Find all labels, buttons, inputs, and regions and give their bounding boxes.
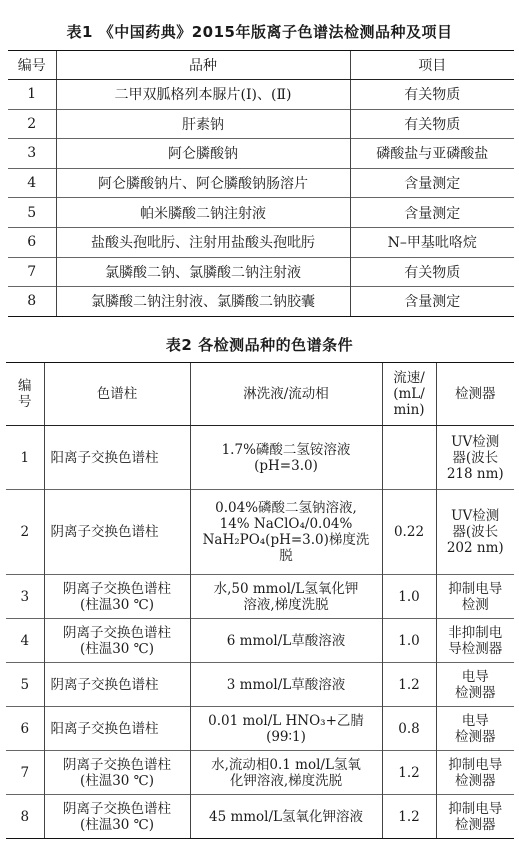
table-cell bbox=[350, 80, 514, 110]
cell-text: 有关物质 bbox=[404, 87, 461, 104]
cell-text: 1.7%磷酸二氢铵溶液 (pH=3.0) bbox=[221, 441, 351, 474]
cell-text: 磷酸盐与亚磷酸盐 bbox=[376, 146, 489, 163]
table2-header-row bbox=[6, 363, 514, 426]
cell-text: 二甲双胍格列本脲片(Ⅰ)、(Ⅱ) bbox=[114, 87, 292, 104]
table-cell bbox=[436, 490, 514, 575]
cell-text: 阴离子交换色谱柱 bbox=[50, 524, 159, 540]
table2-header-label: 流速/ (mL/ min) bbox=[393, 370, 425, 418]
table1-header-cell bbox=[56, 51, 350, 80]
table-cell bbox=[382, 663, 436, 707]
cell-text: 含量测定 bbox=[404, 294, 461, 311]
cell-text: 有关物质 bbox=[404, 264, 461, 281]
table-cell bbox=[6, 795, 44, 839]
table-cell bbox=[190, 619, 382, 663]
cell-text: 1.0 bbox=[398, 588, 420, 605]
table-cell bbox=[436, 795, 514, 839]
cell-text: 2 bbox=[20, 524, 30, 540]
cell-text: 1.0 bbox=[398, 632, 420, 649]
table-cell bbox=[436, 575, 514, 619]
table-row bbox=[6, 795, 514, 839]
table-cell bbox=[436, 619, 514, 663]
table-cell bbox=[350, 198, 514, 228]
cell-text: 肝素钠 bbox=[182, 116, 224, 133]
cell-text: 电导 检测器 bbox=[455, 668, 496, 701]
table-cell bbox=[436, 751, 514, 795]
cell-text: 水,流动相0.1 mol/L氢氧 化钾溶液,梯度洗脱 bbox=[211, 756, 361, 789]
table-cell bbox=[8, 109, 56, 139]
table-cell bbox=[8, 168, 56, 198]
table-cell bbox=[382, 707, 436, 751]
table-cell bbox=[44, 490, 190, 575]
cell-text: 1.2 bbox=[398, 808, 420, 825]
table-row bbox=[6, 707, 514, 751]
table2-header-cell bbox=[44, 363, 190, 426]
table-cell bbox=[382, 575, 436, 619]
table-row bbox=[6, 619, 514, 663]
cell-text: 抑制电导 检测器 bbox=[448, 756, 503, 789]
table-cell bbox=[44, 619, 190, 663]
cell-text: 阴离子交换色谱柱 (柱温30 ℃) bbox=[63, 756, 171, 789]
cell-text: 6 bbox=[20, 720, 30, 737]
table-cell bbox=[382, 490, 436, 575]
table-cell bbox=[56, 198, 350, 228]
cell-text: 8 bbox=[20, 808, 30, 825]
table2-header-label: 淋洗液/流动相 bbox=[243, 386, 329, 402]
table1-header-label: 编号 bbox=[17, 58, 46, 74]
cell-text: 有关物质 bbox=[404, 116, 461, 133]
table2-header-cell bbox=[190, 363, 382, 426]
table-cell bbox=[382, 426, 436, 490]
table-cell bbox=[56, 109, 350, 139]
cell-text: 帕米膦酸二钠注射液 bbox=[140, 205, 266, 222]
table-cell bbox=[6, 619, 44, 663]
cell-text: 阳离子交换色谱柱 bbox=[50, 720, 159, 737]
table2-header-cell bbox=[436, 363, 514, 426]
cell-text: 阴离子交换色谱柱 (柱温30 ℃) bbox=[63, 580, 171, 613]
table-cell bbox=[190, 575, 382, 619]
table1-header-row bbox=[8, 51, 514, 80]
table-cell bbox=[382, 619, 436, 663]
table-cell bbox=[350, 257, 514, 287]
cell-text: 阴离子交换色谱柱 (柱温30 ℃) bbox=[63, 624, 171, 657]
table-cell bbox=[8, 80, 56, 110]
table-row bbox=[8, 287, 514, 317]
table-cell bbox=[190, 490, 382, 575]
cell-text: 6 bbox=[27, 234, 37, 251]
cell-text: 1 bbox=[20, 449, 30, 466]
table1-body bbox=[8, 80, 514, 317]
cell-text: 阿仑膦酸钠片、阿仑膦酸钠肠溶片 bbox=[98, 176, 308, 193]
cell-text: 3 mmol/L草酸溶液 bbox=[226, 676, 346, 693]
table-row bbox=[6, 663, 514, 707]
table-row bbox=[6, 575, 514, 619]
table-cell bbox=[56, 227, 350, 257]
table-cell bbox=[8, 139, 56, 169]
table-cell bbox=[44, 663, 190, 707]
table1-header-label: 项目 bbox=[418, 58, 447, 74]
table-cell bbox=[436, 426, 514, 490]
cell-text: 氯膦酸二钠、氯膦酸二钠注射液 bbox=[105, 264, 301, 281]
table2-caption: 表2 各检测品种的色谱条件 bbox=[165, 336, 354, 354]
table1-header-cell bbox=[8, 51, 56, 80]
table-cell bbox=[44, 575, 190, 619]
table-cell bbox=[6, 751, 44, 795]
cell-text: 阴离子交换色谱柱 (柱温30 ℃) bbox=[63, 800, 171, 833]
cell-text: 8 bbox=[27, 293, 37, 310]
cell-text: N–甲基吡咯烷 bbox=[387, 235, 477, 252]
table-cell bbox=[8, 287, 56, 317]
cell-text: 0.22 bbox=[393, 524, 425, 540]
cell-text: 3 bbox=[20, 588, 30, 605]
table-row bbox=[8, 109, 514, 139]
table-row bbox=[8, 168, 514, 198]
table-row bbox=[8, 139, 514, 169]
cell-text: 4 bbox=[27, 175, 37, 192]
table-cell bbox=[56, 139, 350, 169]
table-row bbox=[6, 751, 514, 795]
table-cell bbox=[6, 575, 44, 619]
table-cell bbox=[56, 168, 350, 198]
cell-text: 水,50 mmol/L氢氧化钾 溶液,梯度洗脱 bbox=[213, 580, 359, 613]
table-cell bbox=[350, 227, 514, 257]
table-cell bbox=[44, 751, 190, 795]
cell-text: 5 bbox=[27, 204, 37, 221]
cell-text: 7 bbox=[27, 263, 37, 280]
table-row bbox=[8, 80, 514, 110]
table-cell bbox=[436, 663, 514, 707]
table-cell bbox=[190, 795, 382, 839]
cell-text: 45 mmol/L氢氧化钾溶液 bbox=[208, 808, 364, 825]
table-cell bbox=[56, 287, 350, 317]
cell-text: 盐酸头孢吡肟、注射用盐酸头孢吡肟 bbox=[91, 235, 315, 252]
table-cell bbox=[44, 426, 190, 490]
table-row bbox=[6, 490, 514, 575]
table-cell bbox=[350, 109, 514, 139]
table-row bbox=[8, 227, 514, 257]
cell-text: 阿仑膦酸钠 bbox=[168, 146, 238, 163]
table2-header-cell bbox=[382, 363, 436, 426]
table-cell bbox=[44, 795, 190, 839]
table-row bbox=[6, 426, 514, 490]
table-cell bbox=[350, 168, 514, 198]
table1-header-label: 品种 bbox=[189, 58, 217, 74]
table-row bbox=[8, 257, 514, 287]
cell-text: 抑制电导 检测 bbox=[448, 580, 503, 613]
cell-text: 0.8 bbox=[398, 720, 420, 737]
cell-text: 1.2 bbox=[398, 676, 420, 693]
cell-text: 抑制电导 检测器 bbox=[448, 800, 503, 833]
cell-text: 含量测定 bbox=[404, 205, 461, 222]
cell-text: 0.04%磷酸二氢钠溶液, 14% NaClO₄/0.04% NaH₂PO₄(pH=3.0)梯度洗 脱 bbox=[202, 500, 370, 564]
table2-body bbox=[6, 426, 514, 839]
table-cell bbox=[56, 80, 350, 110]
table-cell bbox=[6, 663, 44, 707]
cell-text: 1.2 bbox=[398, 764, 420, 781]
table-cell bbox=[8, 198, 56, 228]
cell-text: 电导 检测器 bbox=[455, 712, 496, 745]
table1-header-cell bbox=[350, 51, 514, 80]
table2-header-label: 色谱柱 bbox=[96, 386, 138, 402]
table1 bbox=[8, 50, 514, 317]
table1-caption: 表1 《中国药典》2015年版离子色谱法检测品种及项目 bbox=[66, 23, 453, 41]
cell-text: 4 bbox=[20, 632, 30, 649]
table-cell bbox=[56, 257, 350, 287]
table-cell bbox=[6, 426, 44, 490]
table-cell bbox=[436, 707, 514, 751]
table-cell bbox=[190, 751, 382, 795]
table-cell bbox=[382, 795, 436, 839]
table-cell bbox=[190, 707, 382, 751]
table-cell bbox=[44, 707, 190, 751]
cell-text: 非抑制电 导检测器 bbox=[448, 624, 503, 657]
table-row bbox=[8, 198, 514, 228]
cell-text: 6 mmol/L草酸溶液 bbox=[226, 632, 346, 649]
table2-header-label: 检测器 bbox=[455, 386, 496, 402]
cell-text: 7 bbox=[20, 764, 30, 781]
table2-header-label: 编 号 bbox=[18, 378, 32, 410]
cell-text: 阳离子交换色谱柱 bbox=[50, 449, 159, 466]
cell-text: 2 bbox=[27, 115, 37, 132]
table-cell bbox=[8, 227, 56, 257]
cell-text: 5 bbox=[20, 676, 30, 693]
cell-text: 氯膦酸二钠注射液、氯膦酸二钠胶囊 bbox=[91, 294, 315, 311]
table2-header-cell bbox=[6, 363, 44, 426]
cell-text: 0.01 mol/L HNO₃+乙腈 (99∶1) bbox=[208, 712, 364, 745]
cell-text: 含量测定 bbox=[404, 176, 461, 193]
table-cell bbox=[8, 257, 56, 287]
table-cell bbox=[190, 663, 382, 707]
cell-text: 3 bbox=[27, 145, 37, 162]
table-cell bbox=[350, 139, 514, 169]
table-cell bbox=[6, 707, 44, 751]
cell-text: UV检测 器(波长 218 nm) bbox=[446, 433, 504, 482]
table-cell bbox=[350, 287, 514, 317]
table-cell bbox=[190, 426, 382, 490]
table2 bbox=[6, 362, 514, 839]
cell-text: UV检测 器(波长 202 nm) bbox=[446, 508, 504, 556]
table-cell bbox=[382, 751, 436, 795]
cell-text: 1 bbox=[27, 86, 37, 103]
table-cell bbox=[6, 490, 44, 575]
cell-text: 阴离子交换色谱柱 bbox=[50, 676, 159, 693]
